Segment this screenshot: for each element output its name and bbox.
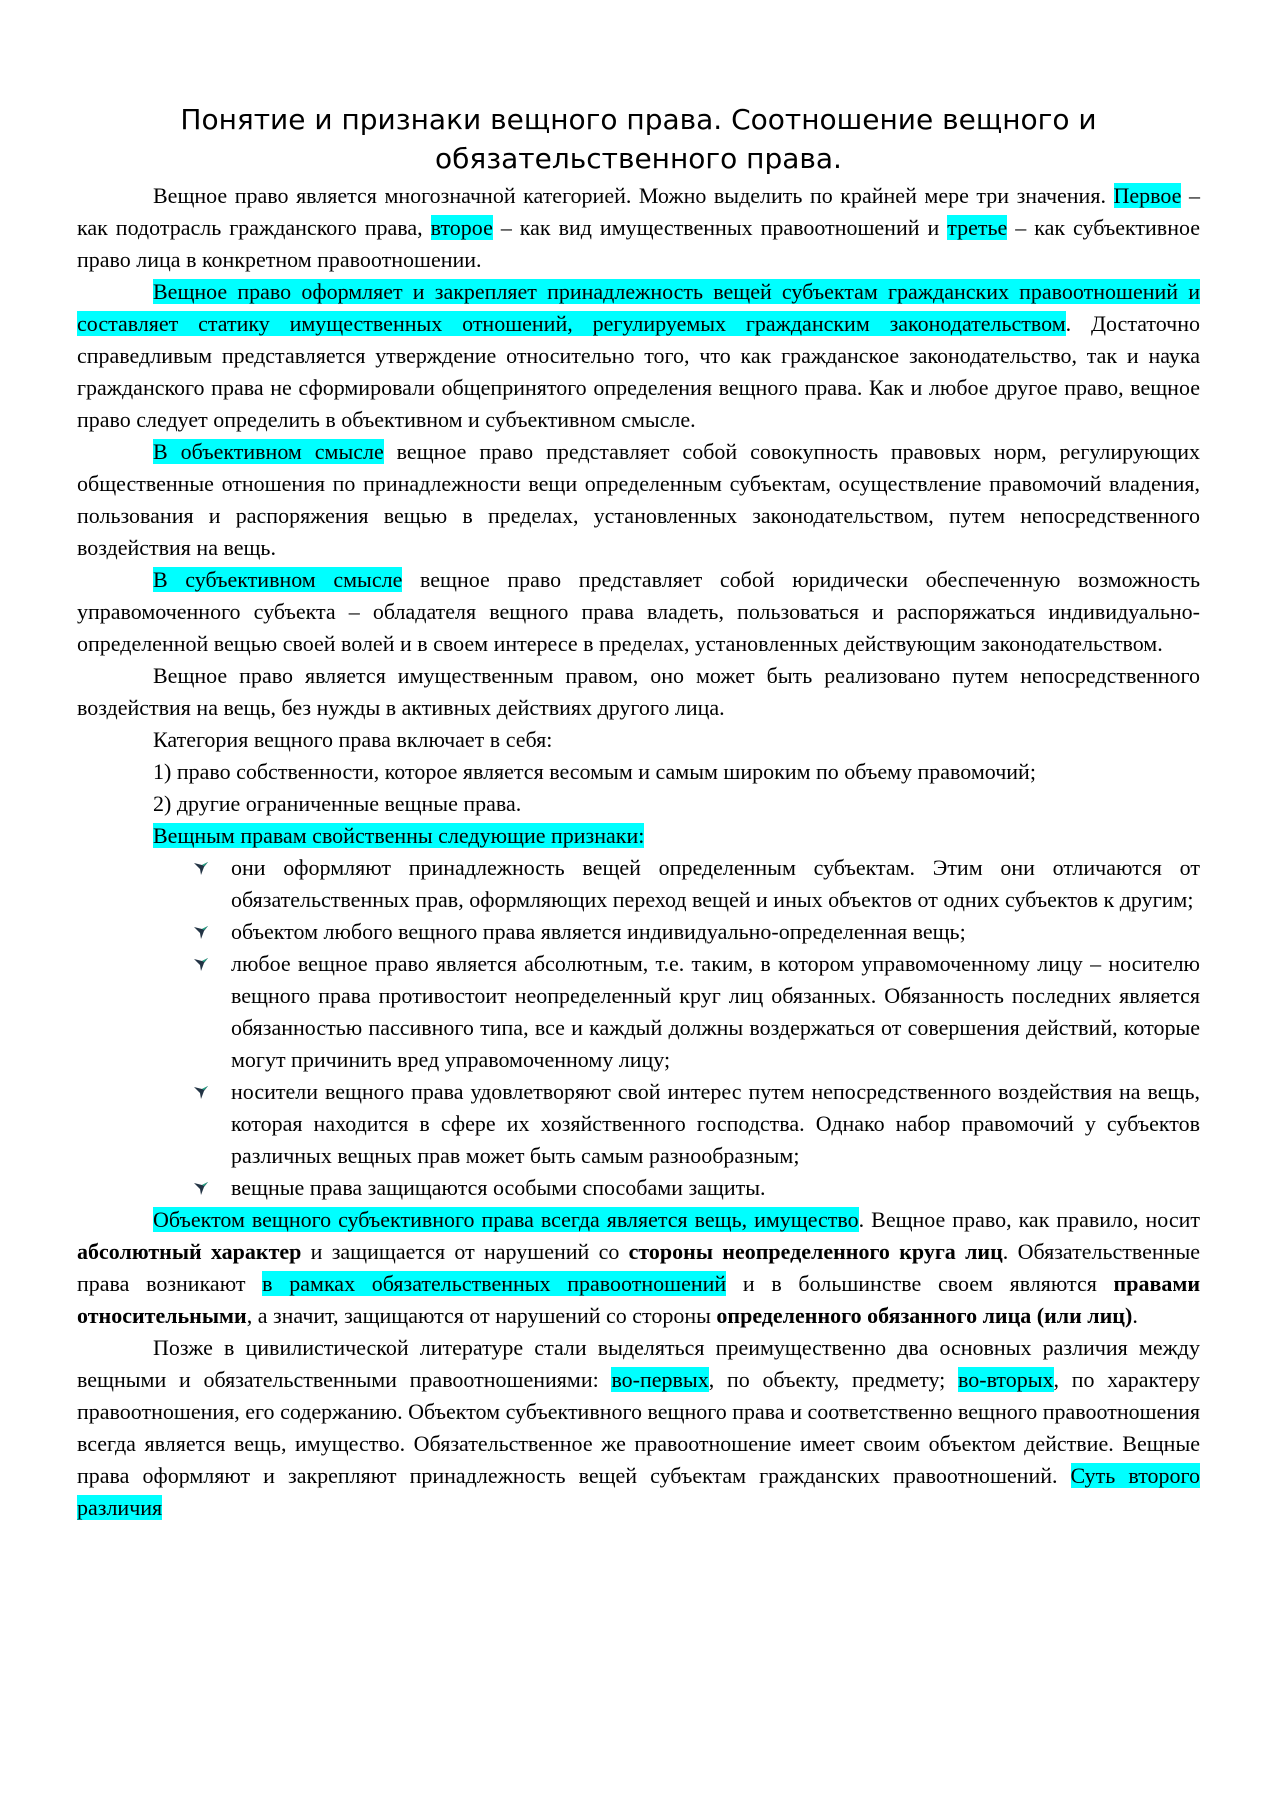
list-item-text: любое вещное право является абсолютным, т.е. таким, в котором управомоченному лицу – носителю вещного права противостоит неопределенный круг лиц обязанных. Обязанность последних является обязанностью пассивного типа, все и каждый должны воздержаться от совершения действий, которые могут причинить вред управомоченному лицу; xyxy=(231,951,1200,1072)
text-run: . Обязательственные права возникают xyxy=(77,1239,1201,1296)
list-item-text: они оформляют принадлежность вещей определенным субъектам. Этим они отличаются от обязательственных прав, оформляющих переход вещей и иных объектов от одних субъектов к другим; xyxy=(231,855,1200,912)
body-part-2 xyxy=(77,1204,1200,1524)
bold-text: определенного обязанного лица (или лиц) xyxy=(716,1303,1133,1328)
highlighted-text: во-вторых xyxy=(958,1367,1054,1392)
highlighted-text: третье xyxy=(947,215,1008,240)
text-run: . xyxy=(1132,1303,1138,1328)
paragraph xyxy=(77,564,1200,660)
text-run: . Достаточно справедливым представляется утверждение относительно того, что как гражданское законодательство, так и наука гражданского права не сформировали общепринятого определения вещного права. Как и любое другое право, вещное право следует определить в объективном и субъективном смысле. xyxy=(77,311,1200,432)
paragraph xyxy=(77,276,1200,436)
text-run: – как субъективное право лица в конкретном правоотношении. xyxy=(77,215,1200,272)
text-run: и в большинстве своем являются xyxy=(726,1271,1114,1296)
list-item xyxy=(231,852,1200,916)
hummingbird-icon xyxy=(193,1084,209,1100)
text-run: Позже в цивилистической литературе стали выделяться преимущественно два основных различия между вещными и обязательственными правоотношениями: xyxy=(77,1335,1200,1392)
highlighted-text: В объективном смысле xyxy=(153,439,384,464)
bold-text: стороны неопределенного круга лиц xyxy=(628,1239,1003,1264)
list-item xyxy=(231,1076,1200,1172)
text-run: , а значит, защищаются от нарушений со стороны xyxy=(246,1303,717,1328)
bold-text: правами относительными xyxy=(77,1271,1200,1328)
hummingbird-icon xyxy=(193,956,209,972)
highlighted-text: Объектом вещного субъективного права всегда является вещь, имущество xyxy=(153,1207,859,1232)
list-item-text: объектом любого вещного права является индивидуально-определенная вещь; xyxy=(231,919,966,944)
paragraph xyxy=(77,724,1200,756)
text-run: Категория вещного права включает в себя: xyxy=(153,727,553,752)
paragraph xyxy=(77,788,1200,820)
hummingbird-icon xyxy=(193,924,209,940)
text-run: 2) другие ограниченные вещные права. xyxy=(153,791,522,816)
highlighted-text: В субъективном смысле xyxy=(153,567,403,592)
paragraph xyxy=(77,660,1200,724)
text-run: , по характеру правоотношения, его содержанию. Объектом субъективного вещного права и соответственно вещного правоотношения всегда является вещь, имущество. Обязательственное же правоотношение имеет своим объектом действие. Вещные права оформляют и закрепляют принадлежность вещей субъектам гражданских правоотношений. xyxy=(77,1367,1200,1488)
highlighted-text: Первое xyxy=(1113,183,1182,208)
paragraph xyxy=(77,436,1200,564)
highlighted-text: Суть второго различия xyxy=(77,1463,1201,1520)
hummingbird-icon xyxy=(193,1180,209,1196)
hummingbird-icon xyxy=(193,860,209,876)
paragraph xyxy=(77,820,1200,852)
list-item xyxy=(231,948,1200,1076)
highlighted-text: Вещное право оформляет и закрепляет принадлежность вещей субъектам гражданских правоотношений и составляет статику имущественных отношений, регулируемых гражданским законодательством xyxy=(77,279,1200,336)
bold-text: абсолютный характер xyxy=(77,1239,302,1264)
body-part-1 xyxy=(77,180,1200,852)
list-item xyxy=(231,1172,1200,1204)
document-page xyxy=(77,100,1200,1524)
text-run: – как подотрасль гражданского права, xyxy=(77,183,1201,240)
paragraph xyxy=(77,180,1200,276)
paragraph xyxy=(77,1332,1200,1524)
highlighted-text: второе xyxy=(430,215,493,240)
paragraph xyxy=(77,1204,1200,1332)
text-run: Вещное право является многозначной категорией. Можно выделить по крайней мере три значения. xyxy=(153,183,1114,208)
text-run: 1) право собственности, которое является весомым и самым широким по объему правомочий; xyxy=(153,759,1036,784)
text-run: , по объекту, предмету; xyxy=(708,1367,959,1392)
text-run: вещное право представляет собой юридически обеспеченную возможность управомоченного субъекта – обладателя вещного права владеть, пользоваться и распоряжаться индивидуально-определенной вещью своей волей и в своем интересе в пределах, установленных действующим законодательством. xyxy=(77,567,1200,656)
list-item xyxy=(231,916,1200,948)
paragraph xyxy=(77,756,1200,788)
text-run: . Вещное право, как правило, носит xyxy=(858,1207,1200,1232)
list-item-text: вещные права защищаются особыми способами защиты. xyxy=(231,1175,766,1200)
text-run: – как вид имущественных правоотношений и xyxy=(492,215,948,240)
list-item-text: носители вещного права удовлетворяют свой интерес путем непосредственного воздействия на вещь, которая находится в сфере их хозяйственного господства. Однако набор правомочий у субъектов различных вещных прав может быть самым разнообразным; xyxy=(231,1079,1200,1168)
text-run: и защищается от нарушений со xyxy=(301,1239,629,1264)
highlighted-text: во-первых xyxy=(611,1367,709,1392)
text-run: вещное право представляет собой совокупность правовых норм, регулирующих общественные отношения по принадлежности вещи определенным субъектам, осуществление правомочий владения, пользования и распоряжения вещью в пределах, установленных законодательством, путем непосредственного воздействия на вещь. xyxy=(77,439,1200,560)
features-list xyxy=(77,852,1200,1204)
highlighted-text: Вещным правам свойственны следующие признаки: xyxy=(153,823,645,848)
page-title: Понятие и признаки вещного права. Соотношение вещного и обязательственного права. xyxy=(180,103,1097,175)
text-run: Вещное право является имущественным правом, оно может быть реализовано путем непосредственного воздействия на вещь, без нужды в активных действиях другого лица. xyxy=(77,663,1200,720)
highlighted-text: в рамках обязательственных правоотношений xyxy=(262,1271,727,1296)
